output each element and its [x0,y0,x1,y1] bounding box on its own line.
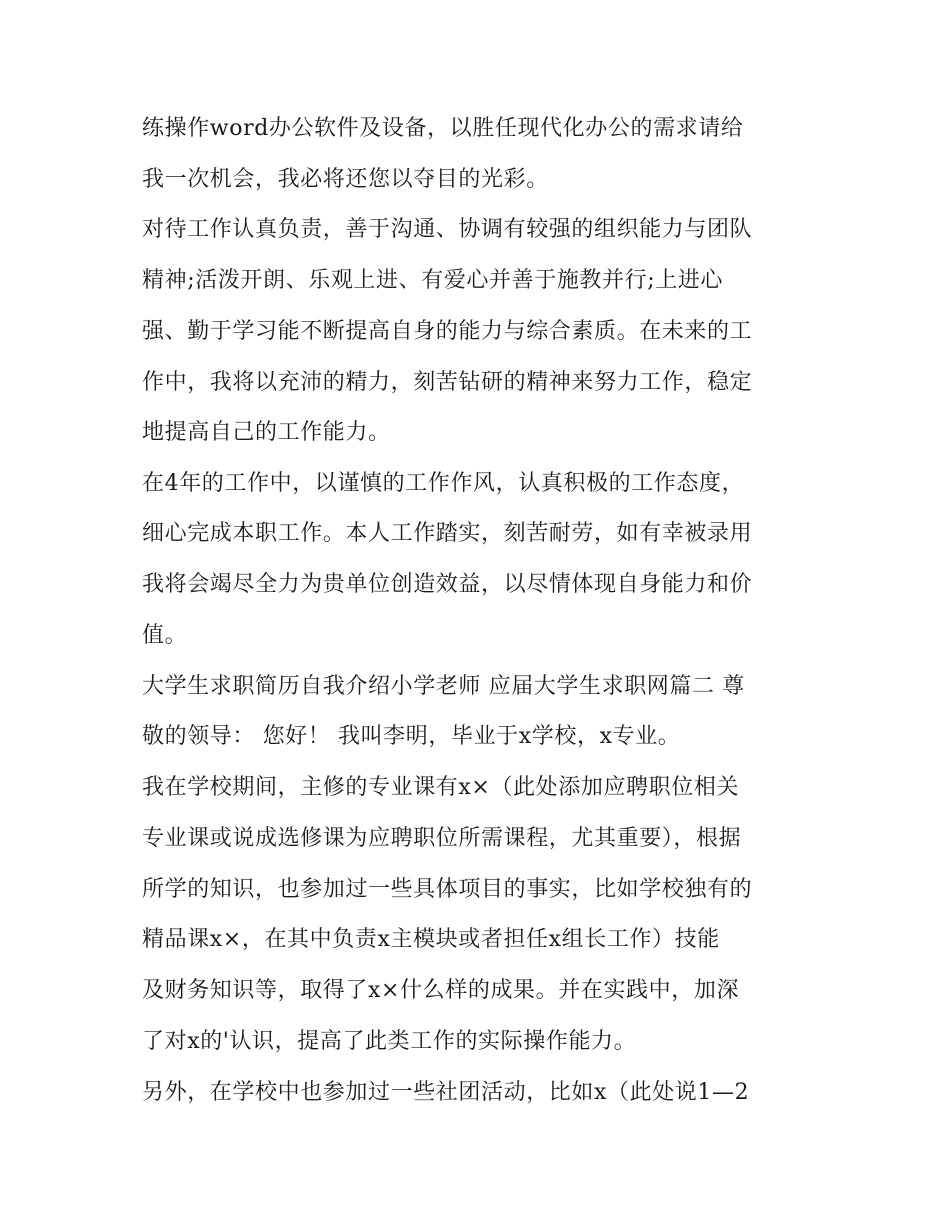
text-line: 敬的领导： 您好！ 我叫李明，毕业于x学校，x专业。 [142,724,681,749]
text-line: 对待工作认真负责，善于沟通、协调有较强的组织能力与团队 [142,217,753,242]
text-line: 另外，在学校中也参加过一些社团活动，比如x（此处说1—2 [142,1080,750,1105]
text-line: 值。 [142,623,188,648]
text-line: 了对x的'认识，提高了此类工作的实际操作能力。 [142,1029,637,1054]
text-line: 练操作word办公软件及设备，以胜任现代化办公的需求请给 [142,116,744,141]
text-line: 及财务知识等，取得了x×什么样的成果。并在实践中，加深 [142,978,740,1003]
text-line: 我将会竭尽全力为贵单位创造效益，以尽情体现自身能力和价 [142,572,753,597]
text-line: 强、勤于学习能不断提高自身的能力与综合素质。在未来的工 [142,319,753,344]
text-line: 细心完成本职工作。本人工作踏实，刻苦耐劳，如有幸被录用 [142,521,753,546]
text-line: 大学生求职简历自我介绍小学老师 应届大学生求职网篇二 尊 [142,674,745,699]
text-line: 专业课或说成选修课为应聘职位所需课程，尤其重要），根据 [142,826,742,851]
text-line: 我在学校期间，主修的专业课有x×（此处添加应聘职位相关 [142,775,740,800]
text-line: 我一次机会，我必将还您以夺目的光彩。 [142,167,549,192]
text-line: 地提高自己的工作能力。 [142,420,391,445]
text-line: 作中，我将以充沛的精力，刻苦钻研的精神来努力工作，稳定 [142,370,753,395]
text-line: 精神;活泼开朗、乐观上进、有爱心并善于施教并行;上进心 [142,268,724,293]
text-line: 所学的知识，也参加过一些具体项目的事实，比如学校独有的 [142,877,753,902]
text-line: 精品课x×，在其中负责x主模块或者担任x组长工作）技能 [142,927,720,952]
text-line: 在4年的工作中，以谨慎的工作作风，认真积极的工作态度， [142,471,745,496]
